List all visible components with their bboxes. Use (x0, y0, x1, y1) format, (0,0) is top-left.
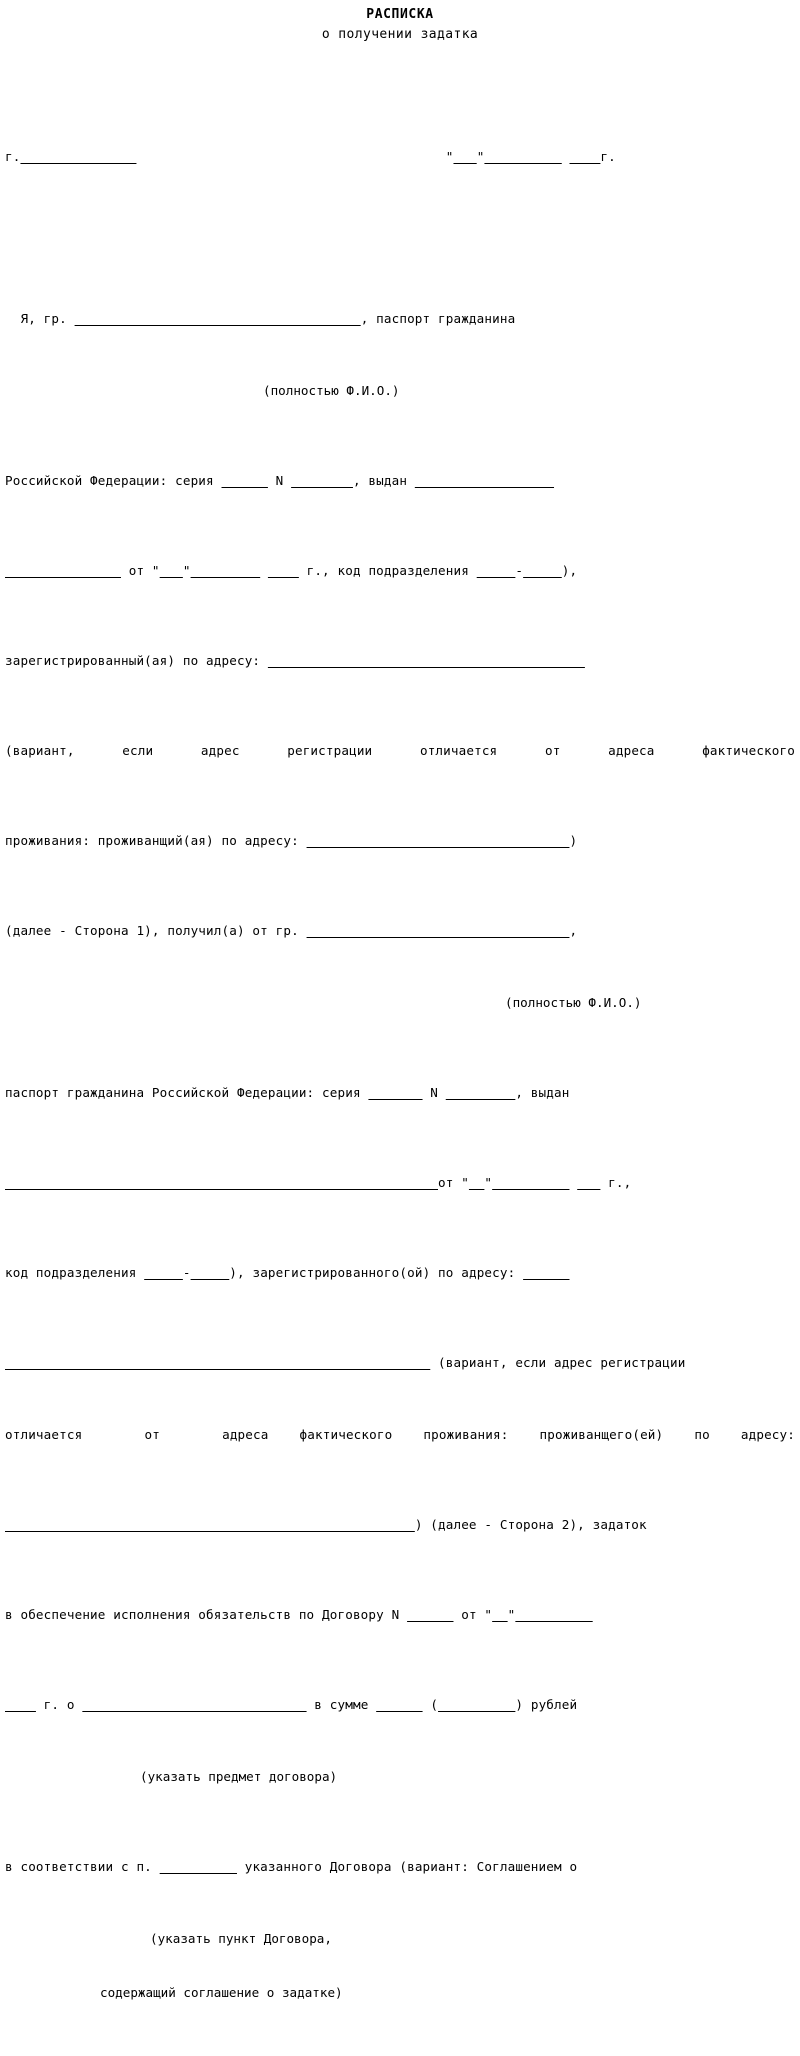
subdivision-dash-2: - (182, 1265, 191, 1280)
line-variant-note-1: (вариант, если адрес регистрации отличается от адреса фактического (5, 743, 795, 758)
quote-open-3: " (484, 1607, 493, 1622)
party2-registered-blank-cont[interactable] (5, 1355, 430, 1370)
amount-words-blank[interactable] (438, 1697, 515, 1712)
party2-subdiv-code-a[interactable] (144, 1265, 183, 1280)
party1-number-blank[interactable] (291, 473, 353, 488)
contract-number-blank[interactable] (407, 1607, 453, 1622)
party1-series-blank[interactable] (222, 473, 268, 488)
party2-number-blank[interactable] (446, 1085, 516, 1100)
party1-number-label: N (267, 473, 292, 488)
party2-passport-label: паспорт гражданина Российской Федерации: серия (5, 1085, 369, 1100)
party2-subdiv-code-b[interactable] (191, 1265, 230, 1280)
line-amount (0, 1696, 800, 1714)
party2-issuer-blank[interactable] (5, 1175, 438, 1190)
date-month-blank[interactable] (484, 149, 561, 164)
city-label: г. (5, 149, 21, 164)
party1-intro: Я, гр. (5, 311, 75, 326)
party2-residence-blank[interactable] (5, 1517, 415, 1532)
line-party1-issue-date (0, 562, 800, 580)
city-blank[interactable] (20, 149, 136, 164)
party2-registered-blank[interactable] (523, 1265, 569, 1280)
party2-comma: , (569, 923, 578, 938)
party1-paren-close: ), (561, 563, 578, 578)
party2-series-blank[interactable] (368, 1085, 422, 1100)
date-quote-open: " (445, 149, 454, 164)
line-clause (0, 1858, 800, 1876)
party1-passport-label: , паспорт гражданина (360, 311, 516, 326)
document-body (0, 60, 800, 2056)
line-party1-passport (0, 472, 800, 490)
party2-issue-year-blank[interactable] (577, 1175, 600, 1190)
party1-side-label: (далее - Сторона 1), получил(а) от гр. (5, 923, 307, 938)
line-city-date (0, 148, 800, 166)
date-day-blank[interactable] (453, 149, 476, 164)
contract-year-blank[interactable] (5, 1697, 36, 1712)
page-subtitle: о получении задатка (321, 27, 479, 42)
amount-currency: ) рублей (515, 1697, 578, 1712)
party1-subdiv-code-b[interactable] (523, 563, 562, 578)
party1-issuer-blank-cont[interactable] (5, 563, 121, 578)
date-year-blank[interactable] (569, 149, 600, 164)
quote-close-2: " (484, 1175, 493, 1190)
line-party1-registered (0, 652, 800, 670)
page-title: РАСПИСКА (366, 7, 434, 22)
party1-subdivision-label: г., код подразделения (298, 563, 477, 578)
party1-residence-blank[interactable] (307, 833, 570, 848)
line-party2-subdivision (0, 1264, 800, 1282)
party1-registered-blank[interactable] (268, 653, 585, 668)
party1-issue-year-blank[interactable] (268, 563, 299, 578)
line-variant-note-2 (0, 1354, 800, 1372)
line-party2-issue-date (0, 1174, 800, 1192)
party1-residence-paren: ) (569, 833, 578, 848)
party2-year-suffix: г., (600, 1175, 632, 1190)
party2-number-label: N (422, 1085, 446, 1100)
amount-paren-open: ( (430, 1697, 439, 1712)
line-party2-passport (0, 1084, 800, 1102)
clause-label: в соответствии с п. (5, 1859, 160, 1874)
contract-day-blank[interactable] (492, 1607, 507, 1622)
contract-label: в обеспечение исполнения обязательств по Договору N (5, 1607, 408, 1622)
party1-from-label: от (120, 563, 152, 578)
party2-issue-month-blank[interactable] (492, 1175, 569, 1190)
line-party2-side (0, 1516, 800, 1534)
clause-number-blank[interactable] (160, 1859, 237, 1874)
party1-fio-blank[interactable] (75, 311, 361, 326)
variant-note-2-text: (вариант, если адрес регистрации (438, 1355, 686, 1370)
party1-issued-label: , выдан (352, 473, 415, 488)
party2-fio-blank[interactable] (307, 923, 570, 938)
party1-subdiv-code-a[interactable] (477, 563, 516, 578)
quote-open-1: " (151, 563, 160, 578)
party1-registered-label: зарегистрированный(ая) по адресу: (5, 653, 268, 668)
quote-open-2: " (461, 1175, 469, 1190)
party2-from-label: от (438, 1175, 462, 1190)
line-contract (0, 1606, 800, 1624)
amount-label: в сумме (306, 1697, 377, 1712)
contract-month-blank[interactable] (515, 1607, 592, 1622)
caption-clause-2: содержащий соглашение о задатке) (100, 1985, 343, 2000)
contract-from-label: от (453, 1607, 485, 1622)
line-party1-residence (0, 832, 800, 850)
quote-close-3: " (507, 1607, 516, 1622)
party1-issue-day-blank[interactable] (160, 563, 183, 578)
title-block (0, 0, 800, 44)
party1-citizenship-label: Российской Федерации: серия (5, 473, 222, 488)
caption-clause-1: (указать пункт Договора, (150, 1931, 332, 1946)
amount-figures-blank[interactable] (376, 1697, 422, 1712)
subdivision-dash-1: - (515, 563, 524, 578)
party1-residence-label: проживания: проживанщий(ая) по адресу: (5, 833, 307, 848)
party2-registered-label: ), зарегистрированного(ой) по адресу: (229, 1265, 524, 1280)
party2-issued-label: , выдан (515, 1085, 570, 1100)
clause-suffix: указанного Договора (вариант: Соглашением о (236, 1859, 578, 1874)
line-party2-intro (0, 922, 800, 940)
contract-subject-label: г. о (35, 1697, 83, 1712)
party1-issue-month-blank[interactable] (191, 563, 261, 578)
date-quote-close: " (476, 149, 485, 164)
caption-fio-2: (полностью Ф.И.О.) (505, 995, 642, 1010)
spacer-1 (0, 220, 800, 238)
line-variant-note-3: отличается от адреса фактического проживания: проживанщего(ей) по адресу: (5, 1427, 795, 1442)
party1-issuer-blank[interactable] (415, 473, 554, 488)
year-suffix: г. (600, 149, 616, 164)
party2-subdivision-label: код подразделения (5, 1265, 145, 1280)
contract-subject-blank[interactable] (82, 1697, 306, 1712)
quote-close-1: " (182, 563, 191, 578)
caption-contract-subject: (указать предмет договора) (140, 1769, 338, 1784)
party2-issue-day-blank[interactable] (469, 1175, 484, 1190)
party2-side-label: ) (далее - Сторона 2), задаток (414, 1517, 647, 1532)
caption-fio-1: (полностью Ф.И.О.) (263, 383, 400, 398)
line-party1-name (0, 310, 800, 328)
